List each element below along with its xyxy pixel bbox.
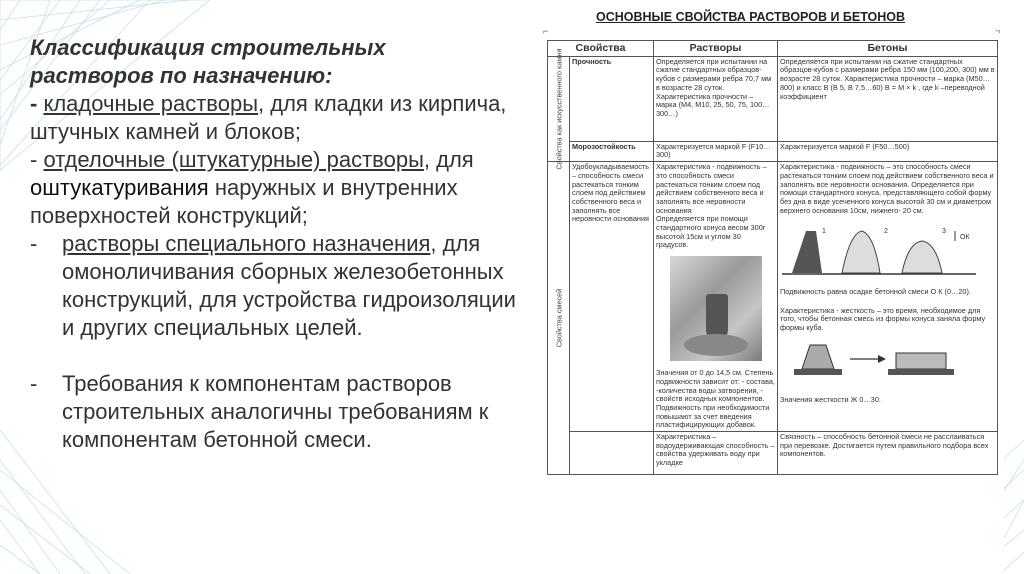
list-item-finishing: - отделочные (штукатурные) растворы, для оштукатуривания наружных и внутренних поверхностей конструкций; — [30, 147, 474, 228]
header-mortars: Растворы — [654, 41, 778, 57]
group-stone-properties: Свойства как искусственного камня — [548, 56, 570, 161]
stiffness-cube — [896, 353, 946, 369]
row-workability-mortar: Характеристика - подвижность – это способность смеси растекаться тонким слоем под действием собственного веса и заполнять все неровности основания Определяется при помощи стандартного конуса весом 300г высотой 15см и углом 30 градусов. Значения от 0 до 14,5 см. Степень подвижности зависит от: - состава, -количества воды затворения, - свойств исходных компонентов. Подвижность при необходимости повышают за счет введения пластифицирующих добавок. — [654, 162, 778, 432]
properties-table-document — [540, 4, 1004, 574]
slump-label: ОК — [960, 234, 970, 242]
title-line-1: Классификация строительных — [30, 35, 386, 60]
plastering-term: оштукатуривания — [30, 175, 209, 200]
row-workability-name: Удобоукладываемость – способность смеси растекаться тонким слоем под действием собственного веса и заполнять все неровности основания — [570, 162, 654, 432]
cone-label-1: 1 — [822, 228, 826, 236]
row-frost-mortar: Характеризуется маркой F (F10…300) — [654, 141, 778, 161]
table-header-row — [548, 41, 998, 57]
header-properties: Свойства — [548, 41, 654, 57]
slump-cone-diagram — [780, 221, 980, 279]
row-strength-name: Прочность — [570, 56, 654, 141]
stiffness-cone — [802, 345, 834, 369]
group-mixture-properties: Свойства смесей — [548, 162, 570, 475]
table-row — [548, 56, 998, 141]
corner-mark: ⌐ — [543, 26, 549, 36]
stiffness-base-1 — [794, 369, 842, 375]
row-cohesion-name — [570, 432, 654, 475]
cone-1 — [792, 231, 822, 273]
cone-label-3: 3 — [942, 228, 946, 236]
table-row — [548, 432, 998, 475]
header-concretes: Бетоны — [778, 41, 998, 57]
cone-3 — [902, 241, 942, 273]
finishing-mortars-label: отделочные (штукатурные) растворы — [43, 147, 424, 172]
corner-mark: ¬ — [995, 26, 1001, 36]
table-row — [548, 141, 998, 161]
table-row — [548, 162, 998, 432]
cone-2 — [842, 231, 880, 273]
classification-text — [30, 34, 530, 454]
classification-title — [30, 34, 530, 90]
document-title: ОСНОВНЫЕ СВОЙСТВА РАСТВОРОВ И БЕТОНОВ — [596, 10, 906, 24]
list-item-masonry: - кладочные растворы, для кладки из кирпича, штучных камней и блоков; — [30, 91, 507, 144]
masonry-mortars-label: кладочные растворы — [43, 91, 259, 116]
special-mortars-label: растворы специального назначения — [62, 231, 431, 256]
cone-label-2: 2 — [884, 228, 888, 236]
row-frost-name: Морозостойкость — [570, 141, 654, 161]
stiffness-test-diagram — [780, 339, 980, 387]
stiffness-base-2 — [888, 369, 954, 375]
title-line-2: растворов по назначению: — [30, 63, 333, 88]
row-cohesion-mortar: Характеристика – водоудерживающая способность – свойства удерживать воду при укладке — [654, 432, 778, 475]
arrow-head — [878, 355, 886, 363]
row-strength-mortar: Определяется при испытании на сжатие стандартных образцов-кубов с размерами ребра 70,7 мм в возрасте 28 суток. Характеристика прочности – марка (М4, М10, 25, 50, 75, 100…300…) — [654, 56, 778, 141]
row-frost-concrete: Характеризуется маркой F (F50…500) — [778, 141, 998, 161]
list-item-special: - растворы специального назначения, для омоноличивания сборных железобетонных конструкций, для устройства гидроизоляции и других специальных целей. — [30, 231, 516, 340]
properties-table — [547, 40, 998, 475]
row-workability-concrete: Характеристика - подвижность – это способность смеси растекаться тонким слоем под действием собственного веса и заполнять все неровности основания. Определяется при помощи стандартного конуса, представляющего собой форму без дна в виде усеченного конуса высотой 30 см и диаметром верхнего основания 10см, нижнего- 20 см. 1 2 3 ОК Подвижность равна осадке бетонной смеси О К (0…20). Характеристика - жесткость – это время, необходимое для того, чтобы бетонная смесь из формы конуса заняла форму формы куба. Значения жесткости Ж 0…30. — [778, 162, 998, 432]
cone-test-photo — [670, 256, 762, 361]
list-item-requirements: - Требования к компонентам растворов строительных аналогичны требованиям к компонентам бетонной смеси. — [30, 371, 489, 452]
row-cohesion-concrete: Связность – способность бетонной смеси не расслаиваться при перевозке. Достигается путем правильного подбора всех компонентов. — [778, 432, 998, 475]
row-strength-concrete: Определяется при испытании на сжатие стандартных образцов-кубов с размерами ребра 150 мм (100,200, 300) мм в возрасте 28 суток. Характеристика прочности – марка (М50…800) и класс В (В 5, В 7,5…60) В = М × k , где k –переводной коэффициент — [778, 56, 998, 141]
